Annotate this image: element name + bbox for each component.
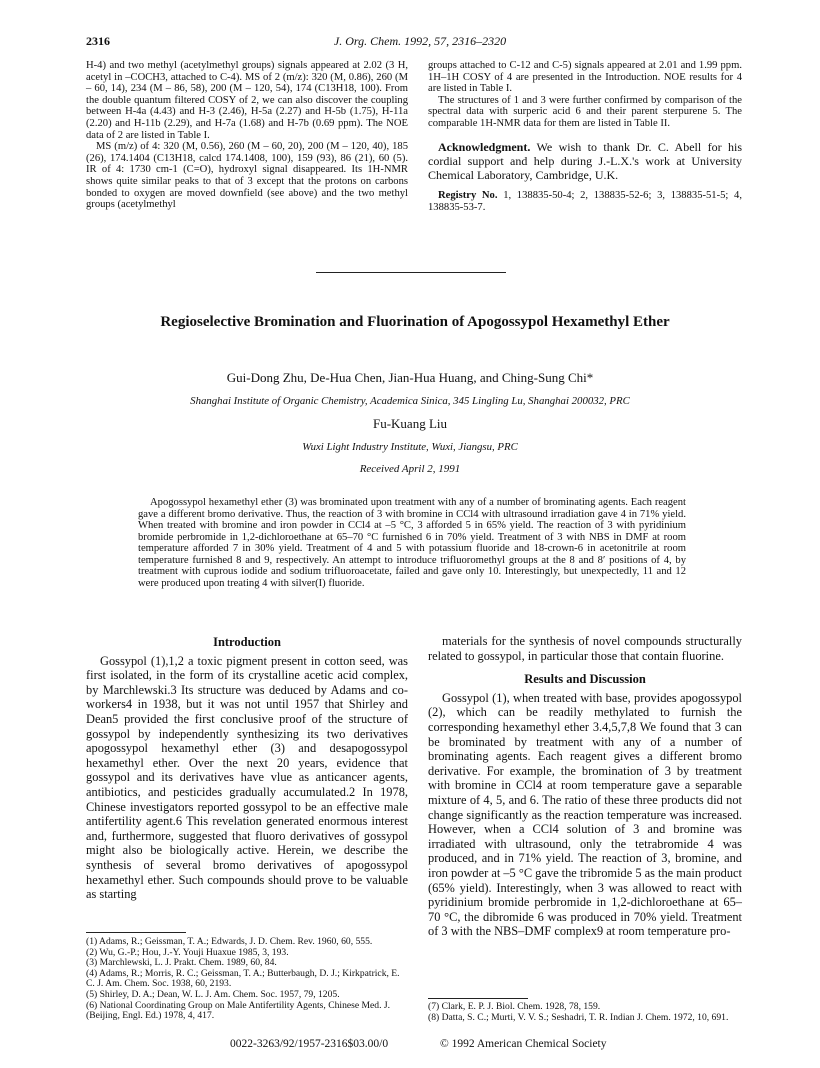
registry-heading: Registry No. (438, 190, 498, 202)
affiliation-2: Wuxi Light Industry Institute, Wuxi, Jiangsu, PRC (302, 441, 518, 453)
page-number: 2316 (86, 34, 110, 48)
article-separator (316, 272, 506, 273)
footnotes-right (428, 1002, 742, 1023)
journal-header: J. Org. Chem. 1992, 57, 2316–2320 (333, 34, 507, 48)
intro-column (86, 635, 408, 902)
footnote-1: (1) Adams, R.; Geissman, T. A.; Edwards, J. D. Chem. Rev. 1960, 60, 555. (86, 936, 373, 947)
author-2: Fu-Kuang Liu (372, 416, 448, 431)
intro-heading: Introduction (213, 635, 281, 649)
results-heading: Results and Discussion (524, 672, 646, 687)
footnote-4: (4) Adams, R.; Morris, R. C.; Geissman, T. A.; Butterbaugh, D. J.; Kirkpatrick, E. C. J. Am. Chem. Soc. 1938, 60, 2193. (86, 967, 400, 990)
prev-article-left-column (86, 60, 408, 211)
acknowledgment-heading: Acknowledgment. (438, 139, 531, 154)
results-column (428, 634, 742, 939)
authors: Gui-Dong Zhu, De-Hua Chen, Jian-Hua Huang, and Ching-Sung Chi* (226, 370, 594, 385)
abstract: Apogossypol hexamethyl ether (3) was brominated upon treatment with any of a number of brominating agents. Each reagent gave a different bromo derivative. Thus, the reaction of 3 with bromine in CCl4 with ultrasound irradiation gave 4 in 71% yield. When treated with bromine and iron powder in CCl4 at –5 °C, 3 afforded 5 in 65% yield. The reaction of 3 with pyridinium bromide perbromide in 1,2-dichloroethane at 65–70 °C furnished 6 in 70% yield. Treatment of 3 with NBS in DMF at room temperature afforded 7 in 30% yield. Treatment of 4 and 5 with potassium fluoride and 18-crown-6 in acetonitrile at room temperature furnished 8 and 9, respectively. An attempt to introduce trifluoromethyl groups at the 8 and 8′ positions of 4, by treatment with cuprous iodide and sodium trifluoroacetate, failed and gave only 10. Interestingly, but unexpectedly, 11 and 12 were produced upon treating 4 with silver(I) fluoride. (138, 497, 686, 589)
footnote-8: (8) Datta, S. C.; Murti, V. V. S.; Seshadri, T. R. Indian J. Chem. 1972, 10, 691. (428, 1011, 729, 1023)
acknowledgment (428, 140, 742, 183)
footnote-6: (6) National Coordinating Group on Male Antifertility Agents, Chinese Med. J. (Beijing, Engl. Ed.) 1978, 4, 417. (86, 999, 391, 1022)
footer-copyright: © 1992 American Chemical Society (440, 1038, 607, 1050)
intro-continuation: materials for the synthesis of novel compounds structurally related to gossypol, in particular those that contain fluorine. (428, 634, 742, 663)
prev-left-paragraph-1: H-4) and two methyl (acetylmethyl groups) signals appeared at 2.02 (3 H, acetyl in –COCH3, attached to C-4). MS of 2 (m/z): 320 (M, 0.86), 260 (M – 60, 14), 234 (M – 86, 58), 200 (M – 120, 54), 174 (C13H18, 100). From the double quantum filtered COSY of 2, we can also discover the coupling between H-4a (4.43) and H-3 (2.46), H-5a (2.27) and H-5b (1.75), H-11a (2.20) and H-11b (2.29), and H-7a (1.68) and H-7b (0.69 ppm). The NOE data of 2 are listed in Table I. (86, 60, 408, 141)
prev-right-paragraph-2: The structures of 1 and 3 were further confirmed by comparison of the spectral data with surperic acid 6 and their parent sterpurene 5. The comparable 1H-NMR data for them are listed in Table II. (428, 94, 742, 129)
affiliation-1: Shanghai Institute of Organic Chemistry, Academica Sinica, 345 Lingling Lu, Shanghai 200032, PRC (190, 395, 630, 407)
prev-left-paragraph-2: MS (m/z) of 4: 320 (M, 0.56), 260 (M – 60, 20), 200 (M – 120, 40), 185 (26), 174.1404 (C13H18, calcd 174.1408, 100), 159 (93), 86 (21), 60 (5). IR of 4: 1730 cm-1 (C=O), hydroxyl signal disappeared. Its 1H-NMR shows quite similar peaks to that of 3 except that the protons on carbons bonded to oxygen are moved downfield (see above) and the two methyl groups (acetylmethyl (86, 141, 408, 211)
footnote-7: (7) Clark, E. P. J. Biol. Chem. 1928, 78, 159. (428, 1001, 601, 1012)
footnote-rule-right (428, 998, 528, 999)
prev-right-paragraph-1: groups attached to C-12 and C-5) signals appeared at 2.01 and 1.99 ppm. 1H–1H COSY of 4 are presented in the Introduction. NOE results for 4 are listed in Table I. (428, 60, 742, 95)
article-title: Regioselective Bromination and Fluorination of Apogossypol Hexamethyl Ether (160, 314, 670, 330)
footnote-3: (3) Marchlewski, L. J. Prakt. Chem. 1989, 60, 84. (86, 957, 277, 969)
results-paragraph: Gossypol (1), when treated with base, provides apogossypol (2), which can be readily methylated to furnish the corresponding hexamethyl ether 3.4,5,7,8 We found that 3 can be brominated by treatment with any of a number of brominating agents. Each reagent gives a different bromo derivative. For example, the bromination of 3 by treatment with bromine in CCl4 at room temperature gave a separable mixture of 4, 5, and 6. The ratio of these three products did not change significantly as the reaction temperature was increased. However, when a CCl4 solution of 3 and bromine was irradiated with ultrasound, only the tetrabromide 4 was produced, and in 71% yield. The reaction of 3, bromine, and iron powder at –5 °C gave the tribromide 5 as the main product (65% yield). Interestingly, when 3 was allowed to react with pyridinium bromide perbromide in 1,2-dichloroethane at 65–70 °C, the dibromide 6 was produced in 70% yield. Treatment of 3 with the NBS–DMF complex9 at room temperature pro- (428, 690, 742, 939)
footer-code: 0022-3263/92/1957-2316$03.00/0 (230, 1038, 389, 1050)
prev-article-right-column (428, 60, 742, 213)
footnote-2: (2) Wu, G.-P.; Hou, J.-Y. Youji Huaxue 1985, 3, 193. (86, 946, 289, 958)
registry-numbers (428, 190, 742, 213)
registry-text: 1, 138835-50-4; 2, 138835-52-6; 3, 138835-51-5; 4, 138835-53-7. (428, 190, 742, 213)
footnote-rule-left (86, 932, 186, 933)
footnote-5: (5) Shirley, D. A.; Dean, W. L. J. Am. Chem. Soc. 1957, 79, 1205. (86, 988, 340, 1000)
intro-paragraph: Gossypol (1),1,2 a toxic pigment present in cotton seed, was first isolated, in the form of its crystalline acetic acid complex, by Marchlewski.3 Its structure was deduced by Adams and co-workers4 in 1938, but it was not until 1957 that Shirley and Dean5 provided the first conclusive proof of the structure of gossypol by independently synthesizing its two derivatives apogossypol hexamethyl ether (3) and desapogossypol hexamethyl ether. Over the next 20 years, evidence that gossypol and its derivatives have vlue as anticancer agents, antibiotics, and pesticides gradually accumulated.2 In 1978, Chinese investigators reported gossypol to be an effective male antifertility agent.6 This revelation generated enormous interest and, furthermore, suggested that fluoro derivatives of gossypol might also be biologically active. Herein, we describe the synthesis of several bromo derivatives of apogossypol hexamethyl ether. Such compounds should prove to be valuable as starting (86, 653, 408, 902)
footnotes-left (86, 937, 408, 1022)
acknowledgment-text: We wish to thank Dr. C. Abell for his cordial support and help during J.-L.X.'s work at University Chemical Laboratory, Cambridge, U.K. (428, 139, 742, 182)
received-date: Received April 2, 1991 (359, 463, 461, 475)
